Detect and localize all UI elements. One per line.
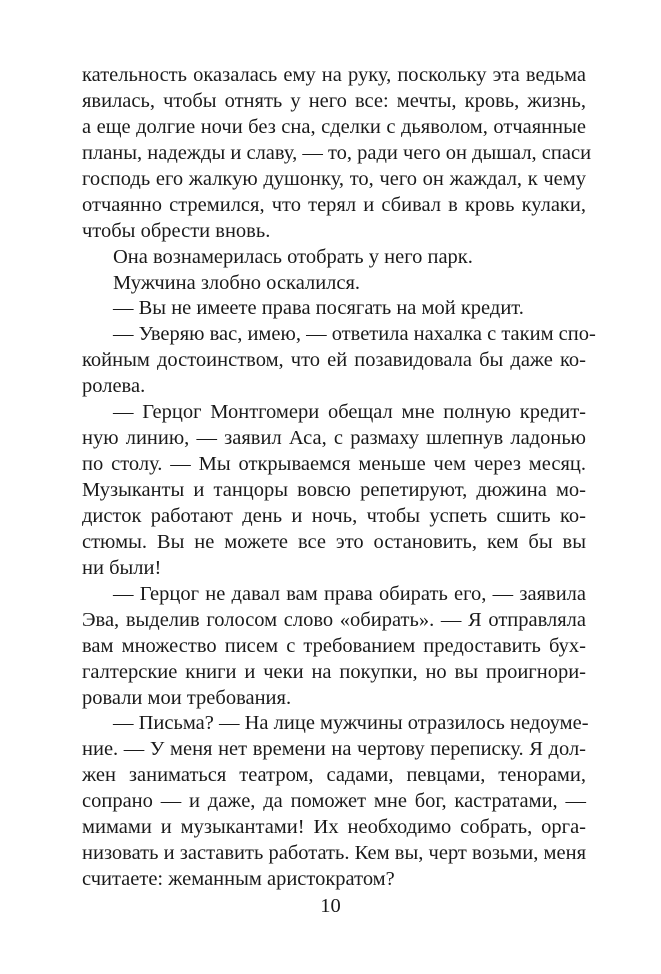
- text-line: Музыканты и танцоры вовсю репетируют, дюжина мо-: [82, 479, 586, 501]
- text-line: а еще долгие ночи без сна, сделки с дьяволом, отчаянные: [82, 115, 586, 138]
- text-line: — Письма? — На лице мужчины отразилось недоуме-: [113, 712, 589, 735]
- text-line: низовать и заставить работать. Кем вы, черт возьми, меня: [82, 842, 586, 865]
- text-line: — Вы не имеете права посягать на мой кредит.: [113, 297, 524, 320]
- text-line: дисток работают день и ночь, чтобы успеть сшить ко-: [82, 504, 586, 527]
- text-line: считаете: жеманным аристократом?: [82, 868, 395, 891]
- page-number: 10: [320, 895, 341, 917]
- text-line: вам множество писем с требованием предоставить бух-: [82, 634, 586, 657]
- text-line: отчаянно стремился, что терял и сбивал в кровь кулаки,: [82, 193, 586, 216]
- text-line: — Уверяю вас, имею, — ответила нахалка с таким спо-: [113, 323, 596, 346]
- text-line: Эва, выделив голосом слово «обирать». — Я отправляла: [82, 608, 586, 631]
- body-text: [82, 63, 596, 893]
- text-line: стюмы. Вы не можете все это остановить, кем бы вы: [82, 530, 586, 553]
- text-line: Мужчина злобно оскалился.: [113, 271, 361, 294]
- text-line: ровали мои требования.: [82, 686, 292, 709]
- text-line: мимами и музыкантами! Их необходимо собрать, орга-: [82, 816, 586, 839]
- text-line: — Герцог Монтгомери обещал мне полную кредит-: [113, 401, 586, 424]
- text-line: жен заниматься театром, садами, певцами, тенорами,: [82, 764, 586, 787]
- text-line: ни были!: [82, 556, 162, 579]
- text-line: ную линию, — заявил Аса, с размаху шлепнув ладонью: [82, 427, 586, 450]
- text-line: койным достоинством, что ей позавидовала бы даже ко-: [82, 349, 586, 372]
- text-line: — Герцог не давал вам права обирать его, — заявила: [113, 582, 586, 605]
- text-line: Она вознамерилась отобрать у него парк.: [113, 245, 473, 268]
- text-line: кательность оказалась ему на руку, поскольку эта ведьма: [82, 64, 586, 86]
- text-line: явилась, чтобы отнять у него все: мечты, кровь, жизнь,: [82, 89, 586, 112]
- text-line: ние. — У меня нет времени на чертову переписку. Я дол-: [82, 738, 586, 761]
- text-line: планы, надежды и славу, — то, ради чего он дышал, спаси: [82, 141, 592, 164]
- text-line: господь его жалкую душонку, то, чего он жаждал, к чему: [82, 167, 586, 190]
- text-line: ролева.: [82, 375, 146, 398]
- text-line: сопрано — и даже, да поможет мне бог, кастратами, —: [82, 790, 586, 813]
- text-line: по столу. — Мы открываемся меньше чем через месяц.: [82, 453, 586, 476]
- text-line: чтобы обрести вновь.: [82, 219, 271, 242]
- text-line: галтерские книги и чеки на покупки, но вы проигнори-: [82, 660, 586, 683]
